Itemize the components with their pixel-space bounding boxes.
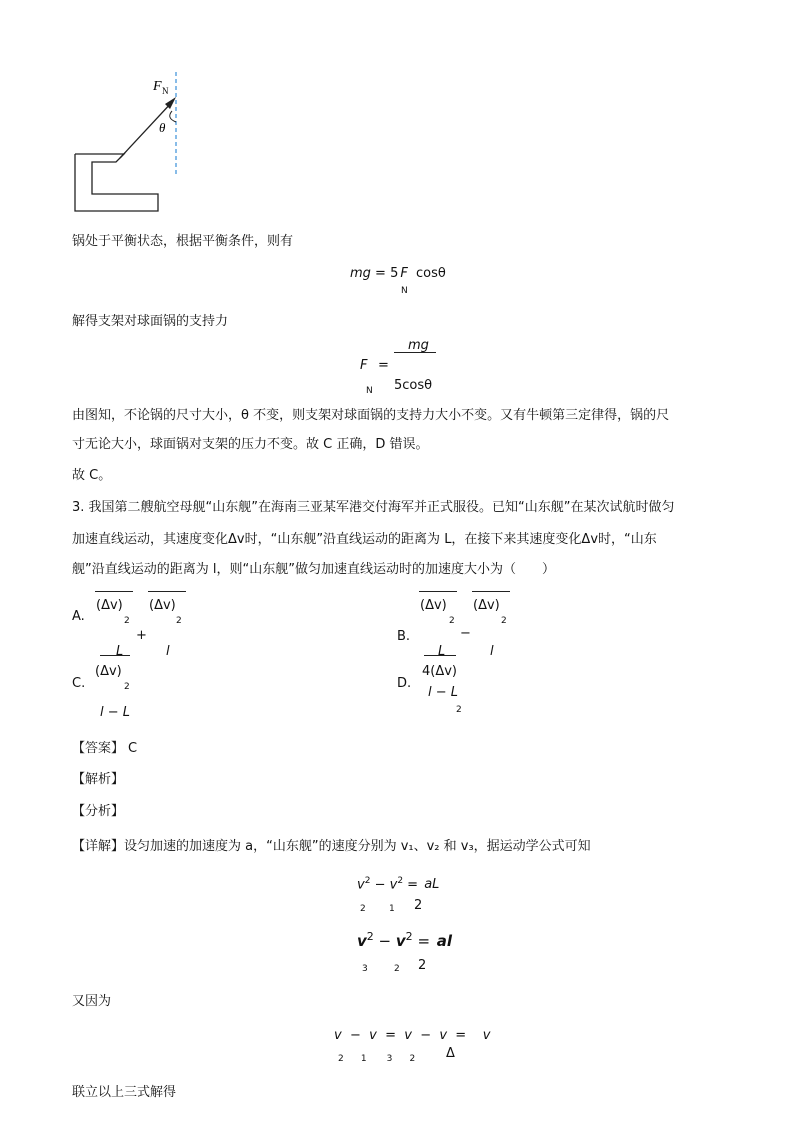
angle-arc bbox=[170, 111, 176, 122]
answer-label: 【答案】 bbox=[72, 741, 125, 756]
equation-1 bbox=[350, 266, 446, 281]
option-b-dv-1: (Δv) bbox=[420, 598, 447, 613]
eq1-f: F bbox=[400, 266, 408, 281]
paragraph-answer-c: 故 C。 bbox=[72, 468, 112, 483]
angle-label: θ bbox=[159, 120, 166, 135]
option-c-dv: (Δv) bbox=[95, 664, 122, 679]
eq3-sub-2: 1 bbox=[389, 904, 395, 914]
option-a-label: A. bbox=[72, 609, 85, 624]
eq2-fraction-bar bbox=[394, 352, 436, 353]
option-a-L: L bbox=[116, 644, 124, 659]
eq3-b: v bbox=[389, 877, 398, 893]
option-d-label: D. bbox=[397, 676, 412, 691]
option-a-dv-1: (Δv) bbox=[96, 598, 123, 613]
eq1-mid: = 5 bbox=[370, 266, 399, 281]
option-d-denominator: l − L bbox=[428, 685, 459, 700]
eq3-a: v bbox=[357, 877, 365, 893]
eq4-a-sq: 2 bbox=[366, 930, 374, 943]
eq3-coef: 2 bbox=[414, 898, 423, 913]
option-a-l: l bbox=[166, 644, 170, 659]
eq3-sub-1: 2 bbox=[360, 904, 366, 914]
option-a-dv-2: (Δv) bbox=[149, 598, 176, 613]
analysis-heading: 【解析】 bbox=[72, 772, 125, 787]
option-c-sq: 2 bbox=[124, 682, 130, 692]
option-a-sq-2: 2 bbox=[176, 616, 182, 626]
eq2-subscript: N bbox=[366, 386, 373, 396]
eq2-f: F bbox=[360, 358, 368, 373]
eq4-sub-1: 3 bbox=[362, 964, 368, 974]
option-a-plus: + bbox=[136, 628, 147, 643]
question-3-line-3: 舰”沿直线运动的距离为 l，则“山东舰”做匀加速直线运动时的加速度大小为（ ） bbox=[72, 562, 555, 577]
option-d-sq: 2 bbox=[456, 705, 462, 715]
option-b-overline-1 bbox=[419, 591, 457, 592]
answer-line bbox=[72, 741, 137, 757]
eq4-rhs: al bbox=[436, 932, 453, 950]
paragraph-combine: 联立以上三式解得 bbox=[72, 1085, 177, 1100]
paragraph-support-force: 解得支架对球面锅的支持力 bbox=[72, 314, 229, 329]
eq3-a-sq: 2 bbox=[364, 876, 371, 886]
option-c-denominator: l − L bbox=[100, 705, 131, 720]
option-b-overline-2 bbox=[472, 591, 510, 592]
bracket-shape bbox=[75, 154, 158, 211]
eq4-b-sq: 2 bbox=[405, 930, 413, 943]
eq1-cos: cosθ bbox=[411, 266, 446, 281]
eq4-minus: − bbox=[373, 932, 396, 950]
option-b-sq-1: 2 bbox=[449, 616, 455, 626]
option-b-dv-2: (Δv) bbox=[473, 598, 500, 613]
force-label: F bbox=[153, 79, 162, 94]
option-b-L: L bbox=[438, 644, 446, 659]
detail-paragraph: 【详解】设匀加速的加速度为 a，“山东舰”的速度分别为 v₁、v₂ 和 v₃，据运动学公式可知 bbox=[72, 839, 591, 854]
eq5-delta: Δ bbox=[446, 1046, 455, 1061]
eq2-numerator: mg bbox=[408, 338, 429, 353]
paragraph-conclusion-2: 寸无论大小，球面锅对支架的压力不变。故 C 正确，D 错误。 bbox=[72, 437, 429, 452]
eq3-minus: − bbox=[370, 877, 390, 893]
eq4-coef: 2 bbox=[418, 958, 427, 973]
eq4-a: v bbox=[357, 932, 367, 950]
answer-value: C bbox=[128, 741, 138, 756]
option-b-l: l bbox=[490, 644, 494, 659]
eq3-eq: = bbox=[403, 877, 423, 893]
option-a-bar bbox=[100, 655, 130, 656]
eq3-b-sq: 2 bbox=[397, 876, 404, 886]
eq1-subscript: N bbox=[401, 286, 408, 296]
option-b-sq-2: 2 bbox=[501, 616, 507, 626]
option-b-label: B. bbox=[397, 629, 411, 644]
option-d-numerator: 4(Δv) bbox=[422, 664, 458, 679]
eq2-equals: = bbox=[378, 358, 389, 373]
option-a-sq-1: 2 bbox=[124, 616, 130, 626]
option-a-overline-2 bbox=[148, 591, 186, 592]
equation-5: v − v = v − v = v bbox=[334, 1028, 491, 1043]
question-3-line-2: 加速直线运动，其速度变化Δv时，“山东舰”沿直线运动的距离为 L，在接下来其速度变化Δv时，“山东 bbox=[72, 532, 657, 547]
fenxi-heading: 【分析】 bbox=[72, 804, 125, 819]
force-subscript: N bbox=[162, 86, 169, 96]
equation-4 bbox=[357, 930, 452, 950]
paragraph-equilibrium: 锅处于平衡状态，根据平衡条件，则有 bbox=[72, 234, 294, 249]
eq3-rhs: aL bbox=[424, 877, 440, 893]
option-b-minus: − bbox=[460, 626, 471, 641]
eq4-b: v bbox=[395, 932, 406, 950]
question-3-line-1: 3. 我国第二艘航空母舰“山东舰”在海南三亚某军港交付海军并正式服役。已知“山东舰”在某次试航时做匀 bbox=[72, 500, 675, 515]
force-diagram bbox=[60, 64, 200, 224]
option-a-overline-1 bbox=[95, 591, 133, 592]
eq1-lhs: mg bbox=[350, 266, 371, 281]
eq5-subscripts: 2 1 3 2 bbox=[338, 1054, 416, 1064]
eq2-denominator: 5cosθ bbox=[394, 378, 433, 393]
option-c-label: C. bbox=[72, 676, 86, 691]
equation-3 bbox=[357, 876, 439, 892]
eq4-eq: = bbox=[412, 932, 435, 950]
eq4-sub-2: 2 bbox=[394, 964, 400, 974]
paragraph-conclusion-1: 由图知，不论锅的尺寸大小，θ 不变，则支架对球面锅的支持力大小不变。又有牛顿第三定律得，锅的尺 bbox=[72, 408, 670, 423]
paragraph-because: 又因为 bbox=[72, 994, 112, 1009]
